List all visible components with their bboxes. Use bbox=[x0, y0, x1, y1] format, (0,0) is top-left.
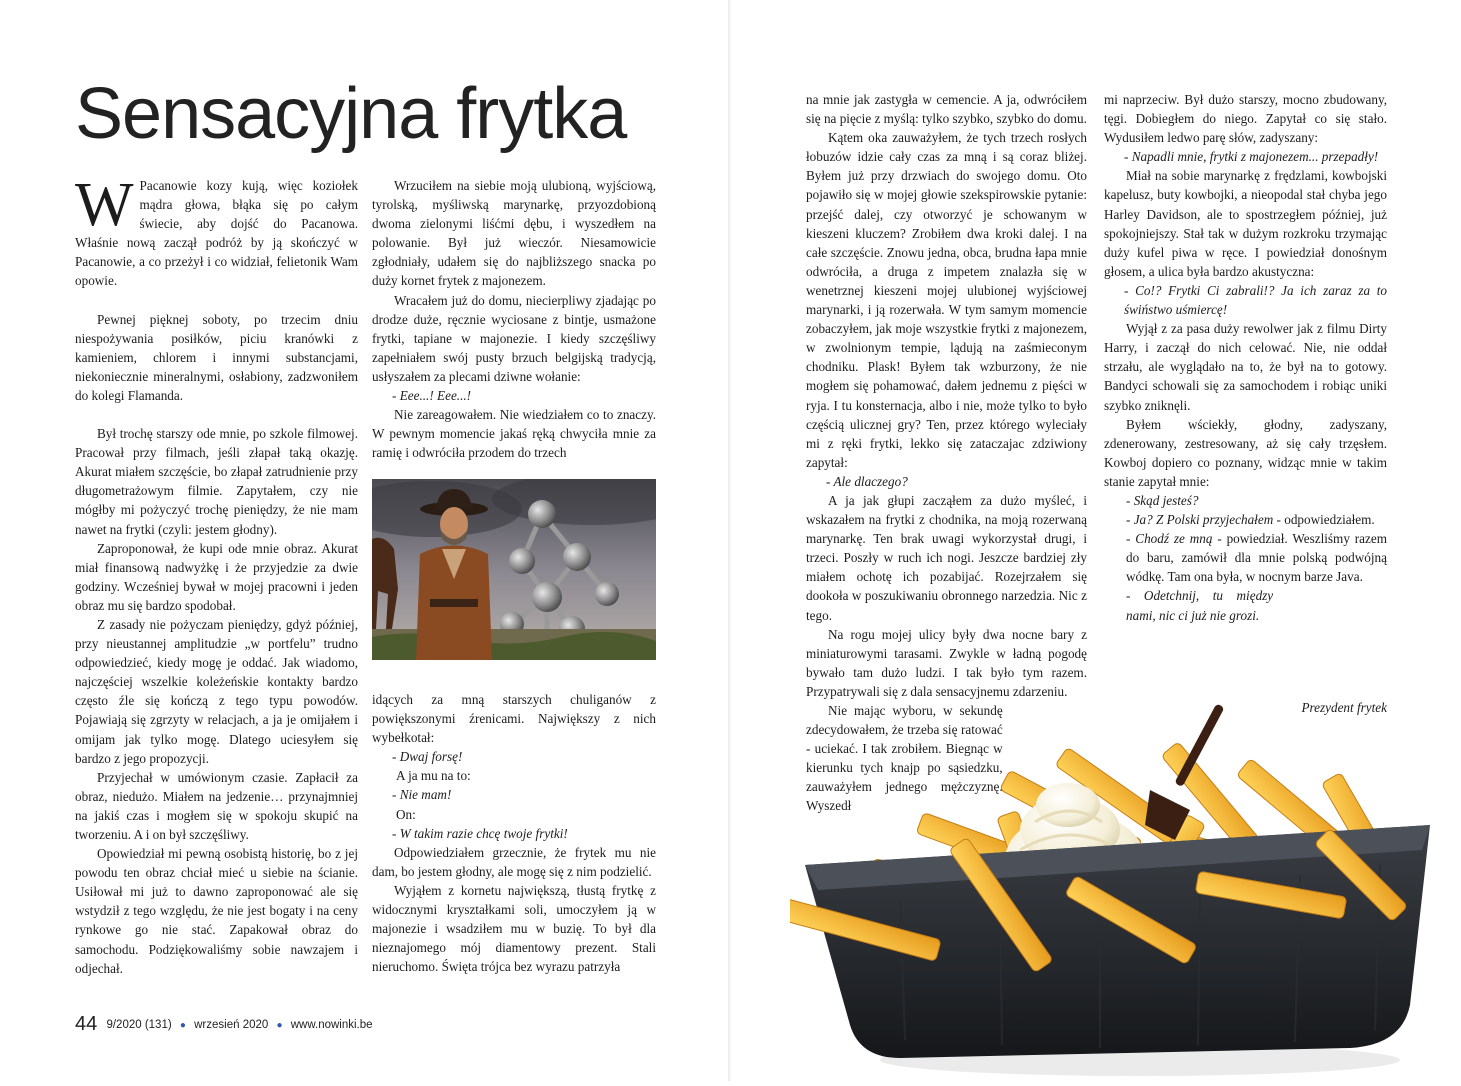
dialogue-line: A ja mu na to: bbox=[396, 768, 471, 784]
dialogue-line: - Dwaj forsę! bbox=[392, 749, 463, 765]
paragraph: idących za mną starszych chuliganów z powiększonymi źrenicami. Największy z nich wybełkotał: bbox=[372, 692, 656, 746]
column-2-bottom bbox=[372, 690, 656, 976]
dialogue-line: - Napadli mnie, frytki z majonezem... przepadły! bbox=[1124, 149, 1379, 165]
paragraph: Nie mając wyboru, w sekundę zdecydowałem, że trzeba się ratować - uciekać. I tak zrobiłem. Biegnąc w kierunku tych knajp po sąsiedzku, zauważyłem jednego mężczyznę. Wyszedł bbox=[806, 703, 1003, 814]
paragraph: Byłem wściekły, głodny, zadyszany, zdenerowany, zestresowany, aż się cały trzęsłem. Kowboj dopiero co poznany, widząc mnie w takim stanie zapytał mnie: bbox=[1104, 416, 1387, 489]
paragraph: Nie zareagowałem. Nie wiedziałem co to znaczy. W pewnym momencie jakaś ręką chwyciła mnie za ramię i odwróciła przodem do trzech bbox=[372, 407, 656, 461]
website-url: www.nowinki.be bbox=[290, 1019, 373, 1031]
column-4 bbox=[1104, 90, 1387, 625]
dialogue-line bbox=[1104, 529, 1387, 586]
intro-text: Pacanowie kozy kują, więc koziołek mądra głowa, błąka się po całym świecie, aby dojść do Pacanowa. Właśnie nową zaczął podróż by ją skończyć w Pacanowie, a co przeżył i co widział, felietonik Wam opowie. bbox=[75, 178, 358, 289]
drop-cap: W bbox=[75, 171, 134, 239]
dialogue-line: - Skąd jesteś? bbox=[1126, 492, 1199, 508]
paragraph: Z zasady nie pożyczam pieniędzy, gdyż później, przy nieustannej amplitudzie „w portfelu” trudno odpowiedzieć, kiedy mogę je oddać. Jak wiadomo, najczęściej wszelkie koleżeńskie kontakty bardzo często źle się kończą z tego typu powodów. Pojawiają się zgrzyty w relacjach, a ja je omijałem i omijam jak tylko mogę. Dlatego uciesyłem się bardzo z jego propozycji. bbox=[75, 616, 358, 766]
dialogue-line bbox=[1104, 510, 1387, 529]
paragraph: Opowiedział mi pewną osobistą historię, bo z jej powodu ten obraz chciał mieć u siebie na ścianie. Usiłował mi już to dawno zaproponować ale się wstydził z tego względu, że nie jest bogaty i na ceny rynkowe go nie stać. Zapakował obraz do samochodu. Podziękowaliśmy sobie nawzajem i odjechał. bbox=[75, 846, 358, 976]
dialogue-line: - Eee...! Eee...! bbox=[392, 388, 472, 404]
dialogue-line: - Nie mam! bbox=[392, 787, 452, 803]
paragraph: Był trochę starszy ode mnie, po szkole filmowej. Pracował przy filmach, jeśli złapał taką okazję. Akurat miałem szczęście, bo złapał zatrudnienie przy długometrażowym filmie. Zapytałem, czy nie mógłby mi pożyczyć trochę pieniędzy, że nie mam nawet na frytki (czyli: jestem głodny). bbox=[75, 426, 358, 537]
dialogue-line: - Odetchnij, tu między nami, nic ci już nie grozi. bbox=[1126, 588, 1274, 623]
dialogue-line: On: bbox=[396, 806, 416, 822]
dialogue-tag: - powiedział. Weszliśmy razem do baru, zamówił dla mnie polską podwójną wódkę. Tam ona była, w nocnym barze Java. bbox=[1126, 531, 1387, 585]
paragraph: Wrzuciłem na siebie moją ulubioną, wyjściową, tyrolską, myśliwską marynarkę, przyozdobioną dwoma zielonymi liśćmi dębu, i wyszedłem na polowanie. Był już wieczór. Niesamowicie zgłodniały, udałem się do najbliższego snacka po duży kornet frytek z majonezem. bbox=[372, 178, 656, 289]
issue-number: 9/2020 (131) bbox=[106, 1019, 172, 1031]
paragraph: na mnie jak zastygła w cemencie. A ja, odwróciłem się na pięcie z myślą: tylko szybko, szybko do domu. bbox=[806, 92, 1087, 127]
paragraph: Kątem oka zauważyłem, że tych trzech rosłych łobuzów idzie cały czas za mną i są coraz bliżej. Byłem już przy drzwiach do swojego domu. Oto pojawiło się w mojej głowie szekspirowskie pytanie: przejść dalej, czy otworzyć je schowanym w kieszeni kluczem? Zrobiłem dwa kroki dalej. I na całe szczęście. Znowu jedna, obca, brudna łapa mnie odwróciła, a druga z impetem znalazła się w wenetrznej kieszeni mojej ulubionej wyjściowej marynarki, i ją rozerwała. W tym samym momencie zobaczyłem, jak moje wszystkie frytki z majonezem, w zwolnionym tempie, lądują na zaśmieconym chodniku. Plask! Byłem tak wzburzony, że nie mogłem się pohamować, dałem jednemu z pięści w ryja. I tu konsternacja, albo i nie, może tylko to było częścią ulicznej gry? Ten, przez którego wyleciały mi z ręki frytki, lekko się zataczajac zdziwiony zapytał: bbox=[806, 130, 1087, 470]
paragraph: mi naprzeciw. Był dużo starszy, mocno zbudowany, tęgi. Dobiegłem do niego. Zapytał co się stało. Wydusiłem ledwo parę słów, zadyszany: bbox=[1104, 92, 1387, 146]
page-footer bbox=[75, 1013, 373, 1036]
left-page bbox=[0, 0, 730, 1081]
page-number: 44 bbox=[75, 1013, 98, 1035]
dialogue-line: - Ale dlaczego? bbox=[826, 473, 908, 489]
column-1 bbox=[75, 171, 358, 978]
bullet-icon: ● bbox=[179, 1020, 186, 1031]
paragraph: Miał na sobie marynarkę z frędzlami, kowbojski kapelusz, buty kowbojki, a nieopodal stał chyba jego Harley Davidson, ale to spostrzegłem później, już spokojniejszy. Stał tak w dużym rozkroku trzymając duży kufel piwa w ręce. I powiedział donośnym głosem, a ulica była bardzo akustyczna: bbox=[1104, 168, 1387, 279]
issue-date: wrzesień 2020 bbox=[194, 1019, 269, 1031]
paragraph: Wyjął z za pasa duży rewolwer jak z filmu Dirty Harry, i zaczął do nich celować. Nie, nie oddał strzału, ale wyglądało na to, że był na to gotowy. Bandyci schowali się za samochodem i robiąc uniki szybko zniknęli. bbox=[1104, 321, 1387, 413]
paragraph: A ja jak głupi zacząłem za dużo myśleć, i wskazałem na frytki z chodnika, na moją rozerwaną marynarkę. Ten brak uwagi wykorzystał drugi, i trzeci. Poszły w ruch ich nogi. Jeszcze bardziej zły miałem ochotę ich pozabijać. Rozejrzałem się dookoła w poszukiwaniu obronnego narzedzia. Nic z tego. bbox=[806, 492, 1087, 623]
cowboy-atomium-photo bbox=[372, 479, 656, 660]
dialogue-tag: - odpowiedziałem. bbox=[1273, 512, 1375, 528]
cowboy-photo-image bbox=[372, 479, 656, 660]
author-signature: Prezydent frytek bbox=[1301, 700, 1387, 715]
paragraph: Wracałem już do domu, niecierpliwy zjadając po drodze duże, ręcznie wyciosane z bintje, usmażone frytki, tapiane w majonezie. I kiedy szczęśliwy zapełniałem swój pusty brzuch belgijską tradycją, usłyszałem za plecami dziwne wołanie: bbox=[372, 292, 656, 384]
paragraph: Zaproponował, że kupi ode mnie obraz. Akurat miał finansową nadwyżkę i że przyjedzie za dwie godziny. Wcześniej bywał w mojej pracowni i jeden obraz mu się bardzo spodobał. bbox=[75, 540, 358, 613]
column-3 bbox=[806, 90, 1087, 816]
dialogue-quote: - Ja? Z Polski przyjechałem bbox=[1126, 512, 1274, 528]
article-title: Sensacyjna frytka bbox=[75, 74, 627, 154]
dialogue-quote: - Chodź ze mną bbox=[1126, 531, 1213, 547]
dialogue-line: - W takim razie chcę twoje frytki! bbox=[392, 825, 568, 841]
paragraph: Pewnej pięknej soboty, po trzecim dniu niespożywania posiłków, piciu kranówki z kamieniem, chlorem i innymi substancjami, niekoniecznie mineralnymi, osłabiony, zadzwoniłem do kolegi Flamanda. bbox=[75, 311, 358, 403]
paragraph: Odpowiedziałem grzecznie, że frytek mu nie dam, bo jestem głodny, ale mogę się z nim podzielić. bbox=[372, 844, 656, 879]
dialogue-line: - Co!? Frytki Ci zabrali!? Ja ich zaraz za to świństwo uśmiercę! bbox=[1124, 282, 1387, 318]
paragraph: Wyjąłem z kornetu największą, tłustą frytkę z widocznymi kryształkami soli, umoczyłem ją w majonezie i wsadziłem mu w buzię. To był dla nieznajomego mój diamentowy prezent. Stali nieruchomo. Święta trójca bez wyrazu patrzyła bbox=[372, 882, 656, 975]
bullet-icon: ● bbox=[276, 1020, 283, 1031]
paragraph: Przyjechał w umówionym czasie. Zapłacił za obraz, niedużo. Miałem na jedzenie… przynajmniej na jakiś czas i mogłem się w spokoju skupić na tworzeniu. A i on był szczęśliwy. bbox=[75, 769, 358, 842]
column-2-top bbox=[372, 176, 656, 462]
paragraph: Na rogu mojej ulicy były dwa nocne bary z miniaturowymi tarasami. Zwykle w ładną pogodę bywało tam dużo ludzi. I tak było tym razem. Przypatrywali się z dala sensacyjnemu zdarzeniu. bbox=[806, 626, 1087, 699]
paragraph-intro bbox=[75, 171, 358, 291]
